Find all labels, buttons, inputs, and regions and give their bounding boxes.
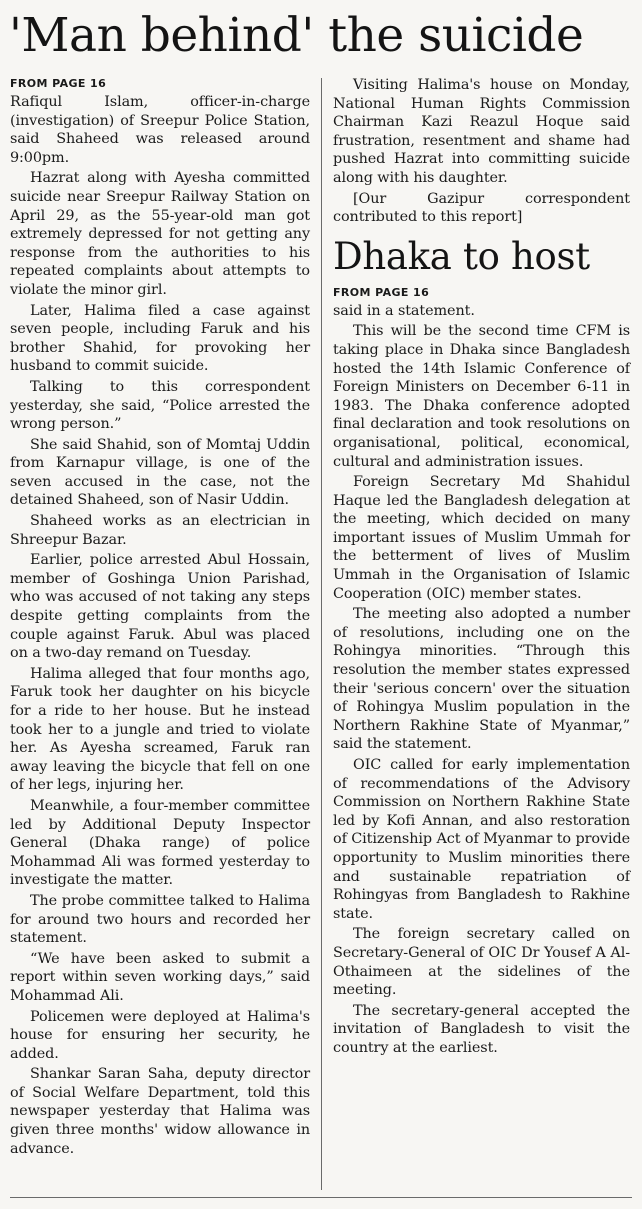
story1-paragraph: Hazrat along with Ayesha committed suicide near Sreepur Railway Station on April 29, as the 55-year-old man got extremely depressed for not getting any response from the authorities to his repeated complaints about attempts to violate the minor girl. <box>10 170 310 298</box>
story2-headline: Dhaka to host <box>333 234 590 278</box>
story1-paragraph: Later, Halima filed a case against seven people, including Faruk and his brother Shahid, for provoking her husband to commit suicide. <box>10 302 310 375</box>
story1-paragraph: Rafiqul Islam, officer-in-charge (investigation) of Sreepur Police Station, said Shaheed was released around 9:00pm. <box>10 94 310 166</box>
story2-paragraph: The meeting also adopted a number of resolutions, including one on the Rohingya minorities. “Through this resolution the member states expressed their 'serious concern' over the situation of Rohingya Muslim population in the Northern Rakhine State of Myanmar,” said the statement. <box>333 606 630 753</box>
story1-paragraph: Visiting Halima's house on Monday, National Human Rights Commission Chairman Kazi Reazul Hoque said frustration, resentment and shame had pushed Hazrat into committing suicide along with his daughter. <box>333 77 630 186</box>
story2-paragraph: The secretary-general accepted the invitation of Bangladesh to visit the country at the earliest. <box>333 1002 630 1056</box>
story1-paragraph: Meanwhile, a four-member committee led by Additional Deputy Inspector General (Dhaka range) of police Mohammad Ali was formed yesterday to investigate the matter. <box>10 797 310 889</box>
story2-paragraph: OIC called for early implementation of recommendations of the Advisory Commission on Northern Rakhine State led by Kofi Annan, and also restoration of Citizenship Act of Myanmar to provide opportunity to Muslim minorities there and sustainable repatriation of Rohingyas from Bangladesh to Rakhine state. <box>333 757 630 922</box>
right-column <box>333 76 630 1060</box>
story1-paragraph: “We have been asked to submit a report within seven working days,” said Mohammad Ali. <box>10 950 310 1004</box>
bottom-rule <box>10 1197 632 1198</box>
story1-paragraph: The probe committee talked to Halima for around two hours and recorded her statement. <box>10 892 310 947</box>
story1-paragraph: Halima alleged that four months ago, Faruk took her daughter on his bicycle for a ride to her house. But he instead took her to a jungle and tried to violate her. As Ayesha screamed, Faruk ran away leaving the bicycle that fell on one of her legs, injuring her. <box>10 665 310 794</box>
story1-credit: [Our Gazipur correspondent contributed to this report] <box>333 190 630 226</box>
story1-column-left <box>10 76 310 1160</box>
story1-paragraph: Talking to this correspondent yesterday, she said, “Police arrested the wrong person.” <box>10 378 310 433</box>
story1-paragraph: Policemen were deployed at Halima's house for ensuring her security, he added. <box>10 1008 310 1062</box>
story2-paragraph: said in a statement. <box>333 302 475 319</box>
story1-paragraph: Shaheed works as an electrician in Shreepur Bazar. <box>10 513 310 548</box>
headline: 'Man behind' the suicide <box>9 8 584 63</box>
story2-paragraph: The foreign secretary called on Secretary-General of OIC Dr Yousef A Al-Othaimeen at the sidelines of the meeting. <box>333 926 630 999</box>
story1-paragraph: Earlier, police arrested Abul Hossain, member of Goshinga Union Parishad, who was accused of not taking any steps despite getting complaints from the couple against Faruk. Abul was placed on a two-day remand on Tuesday. <box>10 552 310 662</box>
story1-kicker: FROM PAGE 16 <box>10 77 107 90</box>
story1-paragraph: She said Shahid, son of Momtaj Uddin from Karnapur village, is one of the seven accused in the case, not the detained Shaheed, son of Nasir Uddin. <box>10 436 310 509</box>
story2-paragraph: This will be the second time CFM is taking place in Dhaka since Bangladesh hosted the 14th Islamic Conference of Foreign Ministers on December 6-11 in 1983. The Dhaka conference adopted final declaration and took resolutions on organisational, political, economical, cultural and administration issues. <box>333 323 630 470</box>
story2-paragraph: Foreign Secretary Md Shahidul Haque led the Bangladesh delegation at the meeting, which decided on many important issues of Muslim Ummah for the betterment of lives of Muslim Ummah in the Organisation of Islamic Cooperation (OIC) member states. <box>333 474 630 602</box>
story2-kicker: FROM PAGE 16 <box>333 285 430 299</box>
story1-paragraph: Shankar Saran Saha, deputy director of Social Welfare Department, told this newspaper yesterday that Halima was given three months' widow allowance in advance. <box>10 1066 310 1157</box>
column-divider <box>321 78 322 1190</box>
